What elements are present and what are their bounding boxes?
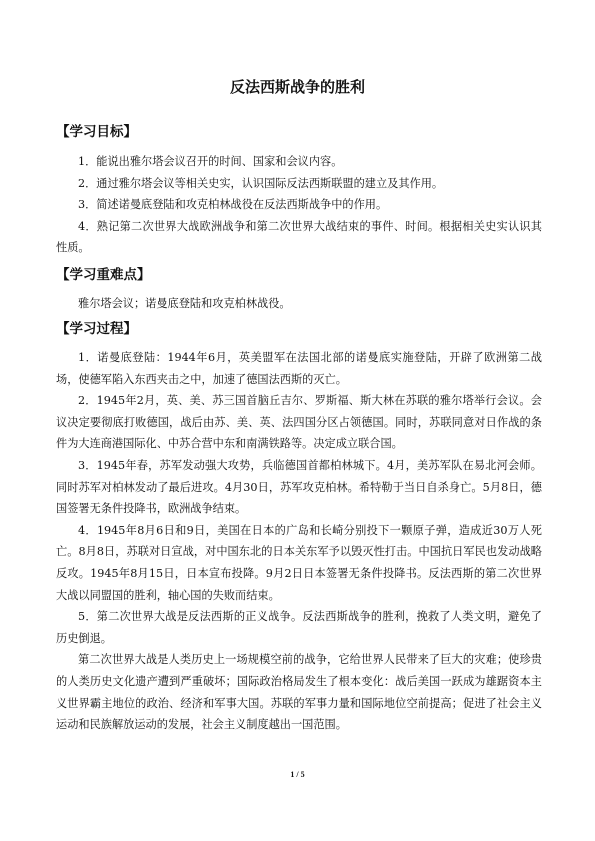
process-item: 1．诺曼底登陆：1944年6月，英美盟军在法国北部的诺曼底实施登陆，开辟了欧洲第二战场，使德军陷入东西夹击之中，加速了德国法西斯的灭亡。 [56,351,542,386]
process-list [56,347,542,736]
objective-item: 2．通过雅尔塔会议等相关史实，认识国际反法西斯联盟的建立及其作用。 [78,176,444,190]
page-number: 1 / 5 [290,770,305,779]
document-title: 反法西斯战争的胜利 [229,78,365,96]
process-item: 2．1945年2月，英、美、苏三国首脑丘吉尔、罗斯福、斯大林在苏联的雅尔塔举行会议。会议决定要彻底打败德国，战后由苏、美、英、法四国分区占领德国。同时，苏联同意对日作战的条件为大连商港国际化、中苏合营中东和南满铁路等。决定成立联合国。 [56,394,542,451]
section-heading-objectives: 【学习目标】 [56,124,137,140]
objective-item: 3．简述诺曼底登陆和攻克柏林战役在反法西斯战争中的作用。 [78,198,388,212]
section-heading-process: 【学习过程】 [56,321,137,337]
objective-item: 1．能说出雅尔塔会议召开的时间、国家和会议内容。 [78,155,343,168]
process-item: 4．1945年8月6日和9日，美国在日本的广岛和长崎分别投下一颗原子弹，造成近30万人死亡。8月8日，苏联对日宣战，对中国东北的日本关东军予以毁灭性打击。中国抗日军民也发动战略反攻。1945年8月15日，日本宣布投降。9月2日日本签署无条件投降书。反法西斯的第二次世界大战以同盟国的胜利，轴心国的失败而结束。 [56,523,542,602]
section-heading-key-points: 【学习重难点】 [56,267,151,283]
objective-item: 4．熟记第二次世界大战欧洲战争和第二次世界大战结束的事件、时间。根据相关史实认识其性质。 [56,219,542,255]
key-points-list [56,293,542,315]
objectives-list [56,151,542,259]
key-point-item: 雅尔塔会议；诺曼底登陆和攻克柏林战役。 [78,297,291,310]
summary-paragraph: 第二次世界大战是人类历史上一场规模空前的战争，它给世界人民带来了巨大的灾难；使珍贵的人类历史文化遗产遭到严重破坏；国际政治格局发生了根本变化：战后美国一跃成为雄踞资本主义世界霸主地位的政治、经济和军事大国。苏联的军事力量和国际地位空前提高；促进了社会主义运动和民族解放运动的发展，社会主义制度越出一国范围。 [56,653,542,732]
process-item: 5．第二次世界大战是反法西斯的正义战争。反法西斯战争的胜利，挽救了人类文明，避免了历史倒退。 [56,610,542,645]
process-item: 3．1945年春，苏军发动强大攻势，兵临德国首都柏林城下。4月，美苏军队在易北河会师。同时苏军对柏林发动了最后进攻。4月30日，苏军攻克柏林。希特勒于当日自杀身亡。5月8日，德国签署无条件投降书，欧洲战争结束。 [56,458,542,516]
